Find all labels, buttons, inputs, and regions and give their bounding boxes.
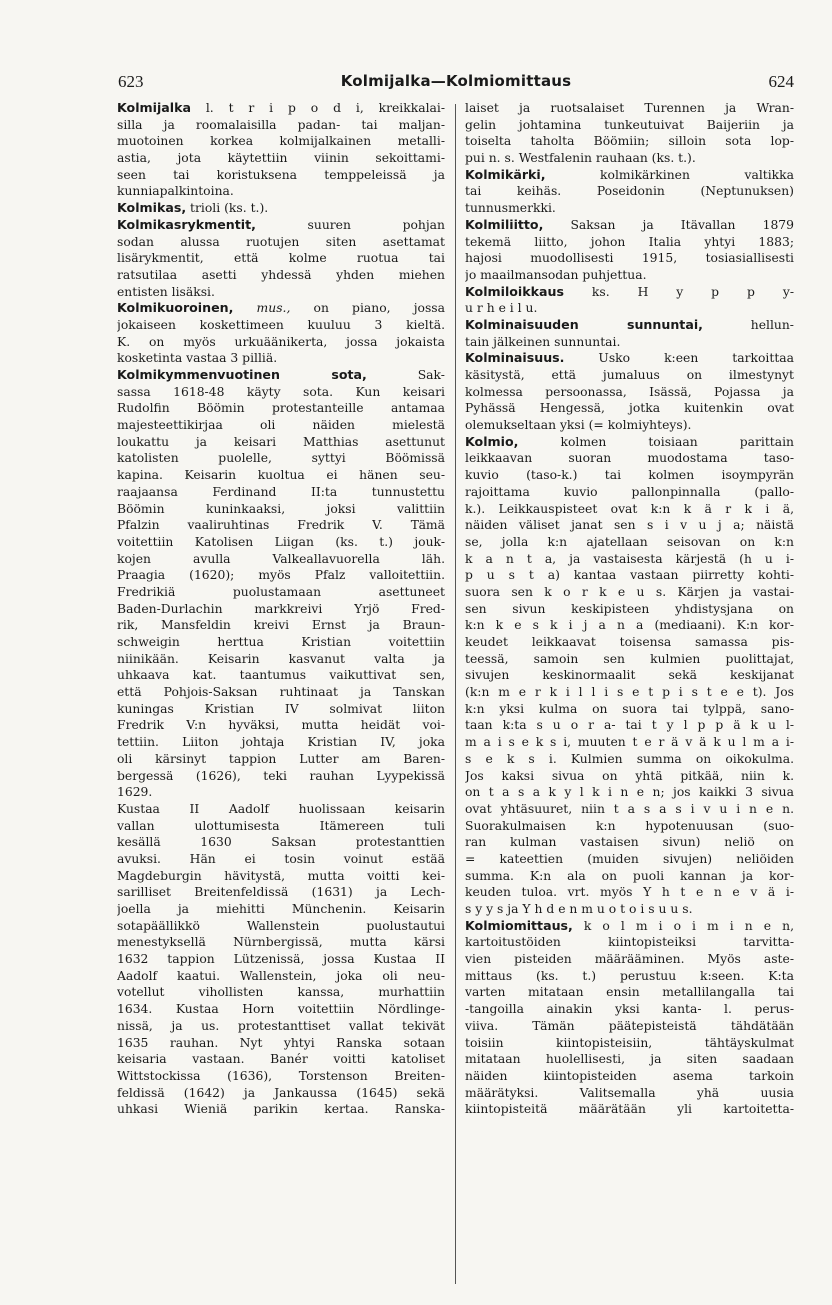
text-line — [117, 434, 445, 451]
text-line — [465, 434, 794, 451]
entry-text: kolmikärkinen valtikka — [545, 167, 794, 182]
text-line — [465, 918, 794, 935]
text-line — [117, 200, 445, 217]
text-line — [465, 1051, 794, 1068]
text-line — [465, 818, 794, 835]
text-line — [117, 818, 445, 835]
text-line — [465, 801, 794, 818]
text-line — [117, 217, 445, 234]
page-number-left: 623 — [118, 72, 144, 91]
entry-text: (k:n m e r k i l l i s e t p i s t e e t). Jos — [465, 685, 794, 700]
entry-text: seen tai koristuksena temppeleissä ja — [117, 167, 445, 182]
text-line — [465, 350, 794, 367]
text-line — [465, 133, 794, 150]
text-line — [465, 217, 794, 234]
text-line — [465, 534, 794, 551]
text-line — [117, 484, 445, 501]
entry-text: silla ja roomalaisilla padan- tai maljan- — [117, 117, 445, 132]
entry-text: sarilliset Breitenfeldissä (1631) ja Lech- — [117, 885, 445, 900]
text-line — [465, 1085, 794, 1102]
text-line — [465, 984, 794, 1001]
entry-text: Rudolfin Böömin protestanteille antamaa — [117, 401, 445, 416]
text-line — [117, 918, 445, 935]
entry-text: 1635 rauhan. Nyt yhtyi Ranska sotaan — [117, 1035, 445, 1050]
entry-text: suuren pohjan — [255, 217, 445, 232]
entry-text: hellun- — [702, 317, 794, 332]
entry-text: loukattu ja keisari Matthias asettunut — [117, 434, 445, 449]
entry-text: kesällä 1630 Saksan protestanttien — [117, 835, 445, 850]
text-line — [465, 1035, 794, 1052]
right-text-column — [465, 100, 794, 1118]
entry-text: astia, jota käytettiin viinin sekoittami- — [117, 151, 445, 166]
text-line — [117, 1051, 445, 1068]
text-line — [465, 400, 794, 417]
entry-headword: Kolmikasrykmentit, — [117, 216, 256, 232]
entry-text: kolmessa persoonassa, Isässä, Pojassa ja — [465, 384, 794, 399]
entry-text: Magdeburgin hävitystä, mutta voitti kei- — [117, 868, 445, 883]
entry-headword: Kolminaisuuden sunnuntai, — [465, 316, 703, 332]
entry-text: sivujen keskinormaalit sekä keskijanat — [465, 668, 794, 683]
text-line — [465, 951, 794, 968]
text-line — [117, 751, 445, 768]
text-line — [465, 484, 794, 501]
text-line — [117, 551, 445, 568]
text-line — [465, 417, 794, 434]
entry-text: tettiin. Liiton johtaja Kristian IV, joka — [117, 735, 445, 750]
entry-text: näiden väliset janat sen s i v u j a; näistä — [465, 518, 794, 533]
entry-text: jo maailmansodan puhjettua. — [465, 267, 647, 282]
entry-headword: Kolminaisuus. — [465, 350, 565, 366]
entry-headword: Kolmiloikkaus — [465, 283, 564, 299]
text-line — [465, 250, 794, 267]
text-line — [117, 450, 445, 467]
text-line — [465, 651, 794, 668]
text-line — [117, 601, 445, 618]
text-line — [465, 934, 794, 951]
entry-text: mitataan huolellisesti, ja siten saadaan — [465, 1052, 794, 1067]
text-line — [117, 317, 445, 334]
entry-text: keuden tuloa. vrt. myös Y h t e n e v ä i- — [465, 885, 794, 900]
entry-text: teessä, samoin sen kulmien puolittajat, — [465, 651, 794, 666]
text-line — [117, 350, 445, 367]
text-line — [117, 417, 445, 434]
text-line — [465, 717, 794, 734]
entry-text: ovat yhtäsuuret, niin t a s a s i v u i n e n. — [465, 801, 794, 816]
entry-text: keudet leikkaavat toisensa samassa pis- — [465, 635, 794, 649]
text-line — [117, 851, 445, 868]
entry-text: gelin johtamina tunkeutuivat Baijeriin ja — [465, 117, 794, 132]
text-line — [465, 267, 794, 284]
text-line — [465, 501, 794, 518]
text-line — [117, 834, 445, 851]
text-line — [117, 334, 445, 351]
entry-text: Aadolf kaatui. Wallenstein, joka oli neu- — [117, 968, 445, 983]
text-line — [117, 934, 445, 951]
entry-text: näiden kiintopisteiden asema tarkoin — [465, 1068, 794, 1083]
entry-text: hajosi muodollisesti 1915, tosiasiallisesti — [465, 251, 794, 266]
entry-text: se, jolla k:n ajatellaan seisovan on k:n — [465, 534, 794, 549]
text-line — [465, 384, 794, 401]
entry-text: sotapäällikkö Wallenstein puolustautui — [117, 918, 445, 933]
text-line — [117, 884, 445, 901]
text-line — [117, 768, 445, 785]
text-line — [117, 801, 445, 818]
text-line — [117, 567, 445, 584]
entry-abbreviation: mus., — [233, 301, 291, 316]
entry-text: on piano, jossa — [290, 301, 445, 316]
entry-text: leikkaavan suoran muodostama taso- — [465, 451, 794, 466]
entry-text: k:n yksi kulma on suora tai tylppä, sano- — [465, 701, 794, 716]
entry-text: Fredrik V:n hyväksi, mutta heidät voi- — [117, 718, 445, 733]
entry-text: -tangoilla ainakin yksi kanta- l. perus- — [465, 1002, 794, 1017]
entry-text: sodan alussa ruotujen siten asettamat — [117, 234, 445, 249]
text-line — [465, 834, 794, 851]
text-line — [117, 1018, 445, 1035]
text-line — [465, 601, 794, 618]
entry-text: 1632 tappion Lützenissä, jossa Kustaa II — [117, 952, 445, 967]
entry-text: feldissä (1642) ja Jankaussa (1645) sekä — [117, 1085, 445, 1100]
entry-text: Kustaa II Aadolf huolissaan keisarin — [117, 801, 445, 816]
text-line — [465, 684, 794, 701]
text-line — [117, 1085, 445, 1102]
text-line — [117, 701, 445, 718]
entry-text: uhkasi Wieniä parikin kertaa. Ranska- — [117, 1102, 445, 1117]
left-text-column — [117, 100, 445, 1118]
entry-text: u r h e i l u. — [465, 301, 538, 316]
text-line — [465, 701, 794, 718]
text-line — [117, 501, 445, 518]
text-line — [465, 367, 794, 384]
entry-text: rajoittama kuvio pallonpinnalla (pallo- — [465, 484, 794, 499]
entry-text: ratsutilaa asetti yhdessä yhden miehen — [117, 267, 445, 282]
entry-text: kartoitustöiden kiintopisteiksi tarvitta- — [465, 935, 794, 950]
entry-text: Pyhässä Hengessä, jotka kuitenkin ovat — [465, 401, 794, 416]
entry-text: jokaiseen koskettimeen kuuluu 3 kieltä. — [117, 317, 445, 332]
entry-text: määrätyksi. Valitsemalla yhä uusia — [465, 1085, 794, 1100]
entry-text: Baden-Durlachin markkreivi Yrjö Fred- — [117, 601, 445, 616]
entry-text: oli kärsinyt tappion Lutter am Baren- — [117, 751, 445, 766]
text-line — [465, 183, 794, 200]
text-line — [117, 1035, 445, 1052]
text-line — [465, 200, 794, 217]
entry-text: että Pohjois-Saksan ruhtinaat ja Tanskan — [117, 685, 445, 700]
text-line — [117, 984, 445, 1001]
entry-text: K. on myös urkuäänikerta, jossa jokaista — [117, 334, 445, 349]
text-line — [117, 534, 445, 551]
text-line — [117, 651, 445, 668]
entry-text: suora sen k o r k e u s. Kärjen ja vastai- — [465, 584, 794, 599]
text-line — [465, 617, 794, 634]
text-line — [117, 367, 445, 384]
text-line — [117, 734, 445, 751]
entry-text: olemukseltaan yksi (= kolmiyhteys). — [465, 418, 692, 433]
text-line — [117, 584, 445, 601]
entry-headword: Kolmio, — [465, 433, 519, 449]
text-line — [117, 133, 445, 150]
text-line — [465, 517, 794, 534]
entry-text: Praagia (1620); myös Pfalz valloitettiin. — [117, 568, 445, 583]
entry-text: schweigin herttua Kristian voitettiin — [117, 635, 445, 649]
text-line — [117, 951, 445, 968]
entry-text: k a n t a, ja vastaisesta kärjestä (h u i- — [465, 551, 794, 566]
entry-text: taan k:ta s u o r a- tai t y l p p ä k u l- — [465, 718, 794, 733]
entry-text: 1634. Kustaa Horn voitettiin Nördlinge- — [117, 1002, 445, 1017]
entry-text: uhkaava kat. taantumus vaikuttivat sen, — [117, 668, 445, 683]
text-line — [117, 717, 445, 734]
text-line — [117, 667, 445, 684]
text-line — [117, 234, 445, 251]
entry-text: vien pisteiden määrääminen. Myös aste- — [465, 952, 794, 967]
entry-headword: Kolmiliitto, — [465, 216, 544, 232]
entry-text: trioli (ks. t.). — [186, 201, 269, 216]
text-line — [465, 901, 794, 918]
column-divider — [455, 104, 456, 1284]
entry-text: mittaus (ks. t.) perustuu k:seen. K:ta — [465, 968, 794, 983]
text-line — [465, 634, 794, 651]
entry-headword: Kolmikuoroinen, — [117, 300, 234, 316]
text-line — [117, 1101, 445, 1118]
text-line — [465, 584, 794, 601]
entry-text: muotoinen korkea kolmijalkainen metalli- — [117, 134, 445, 149]
text-line — [465, 868, 794, 885]
entry-text: k.). Leikkauspisteet ovat k:n k ä r k i ä, — [465, 501, 794, 516]
entry-text: entisten lisäksi. — [117, 284, 215, 299]
text-line — [465, 968, 794, 985]
entry-text: Pfalzin vaaliruhtinas Fredrik V. Tämä — [117, 518, 445, 533]
text-line — [465, 334, 794, 351]
entry-text: p u s t a) kantaa vastaan piirretty kohti- — [465, 568, 794, 583]
entry-headword: Kolmiomittaus, — [465, 917, 573, 933]
entry-text: rik, Mansfeldin kreivi Ernst ja Braun- — [117, 618, 445, 633]
text-line — [117, 183, 445, 200]
entry-text: tekemä liitto, johon Italia yhtyi 1883; — [465, 234, 794, 249]
text-line — [117, 400, 445, 417]
entry-text: kapina. Keisarin kuoltua ei hänen seu- — [117, 468, 445, 483]
entry-text: menestyksellä Nürnbergissä, mutta kärsi — [117, 935, 445, 950]
entry-text: kolmen toisiaan parittain — [518, 434, 794, 449]
entry-text: kuningas Kristian IV solmivat liiton — [117, 701, 445, 716]
running-title: Kolmijalka—Kolmiomittaus — [340, 72, 572, 90]
entry-text: toiselta taholta Böömiin; silloin sota lop- — [465, 134, 794, 149]
text-line — [117, 467, 445, 484]
text-line — [117, 150, 445, 167]
entry-text: niinikään. Keisarin kasvanut valta ja — [117, 651, 445, 666]
entry-text: summa. K:n ala on puoli kannan ja kor- — [465, 868, 794, 883]
entry-text: toisiin kiintopisteisiin, tähtäyskulmat — [465, 1035, 794, 1050]
entry-text: sen sivun keskipisteen yhdistysjana on — [465, 601, 794, 616]
entry-text: on t a s a k y l k i n e n; jos kaikki 3 sivua — [465, 785, 794, 800]
entry-text: bergessä (1626), teki rauhan Lyypekissä — [117, 768, 445, 783]
text-line — [465, 234, 794, 251]
entry-text: Usko k:een tarkoittaa — [564, 351, 794, 366]
entry-headword: Kolmikymmenvuotinen sota, — [117, 367, 367, 382]
text-line — [465, 667, 794, 684]
entry-text: joella ja miehitti Münchenin. Keisarin — [117, 902, 445, 916]
text-line — [465, 284, 794, 301]
entry-text: tain jälkeinen sunnuntai. — [465, 334, 621, 349]
text-line — [465, 167, 794, 184]
text-line — [465, 300, 794, 317]
entry-text: pui n. s. Westfalenin rauhaan (ks. t.). — [465, 151, 696, 166]
entry-headword: Kolmijalka — [117, 100, 191, 115]
entry-text: käsitystä, että jumaluus on ilmestynyt — [465, 368, 794, 382]
page-header — [118, 72, 794, 98]
text-line — [117, 267, 445, 284]
text-line — [465, 1101, 794, 1118]
text-line — [117, 517, 445, 534]
entry-text: varten mitataan ensin metallilangalla tai — [465, 985, 794, 1000]
text-line — [117, 634, 445, 651]
entry-text: kunniapalkintoina. — [117, 184, 234, 199]
text-line — [465, 1001, 794, 1018]
text-line — [465, 1018, 794, 1035]
entry-text: kuvio (taso-k.) tai kolmen isoympyrän — [465, 468, 794, 483]
entry-text: raajaansa Ferdinand II:ta tunnustettu — [117, 484, 445, 499]
entry-text: viiva. Tämän päätepisteistä tähdätään — [465, 1018, 794, 1033]
text-line — [117, 617, 445, 634]
entry-text: laiset ja ruotsalaiset Turennen ja Wran- — [465, 101, 794, 115]
text-line — [117, 167, 445, 184]
entry-text: voitettiin Katolisen Liigan (ks. t.) jouk- — [117, 534, 445, 549]
entry-text: ran kulman vastaisen sivun) neliö on — [465, 835, 794, 850]
text-line — [117, 300, 445, 317]
entry-text: l. t r i p o d i, kreikkalai- — [190, 101, 445, 115]
entry-text: kiintopisteitä määrätään yli kartoitetta- — [465, 1102, 794, 1117]
entry-text: kojen avulla Valkeallavuorella läh. — [117, 551, 445, 566]
entry-text: Jos kaksi sivua on yhtä pitkää, niin k. — [465, 768, 794, 783]
entry-text: k o l m i o i m i n e n, — [572, 918, 794, 933]
entry-text: kosketinta vastaa 3 pilliä. — [117, 351, 278, 366]
text-line — [465, 1068, 794, 1085]
text-line — [117, 868, 445, 885]
entry-text: sassa 1618-48 käyty sota. Kun keisari — [117, 384, 445, 399]
entry-text: ks. H y p p y- — [563, 284, 794, 299]
entry-text: Böömin kuninkaaksi, joksi valittiin — [117, 501, 445, 516]
text-line — [117, 784, 445, 801]
text-line — [465, 467, 794, 484]
text-line — [465, 150, 794, 167]
entry-text: tai keihäs. Poseidonin (Neptunuksen) — [465, 184, 794, 199]
entry-text: Fredrikiä puolustamaan asettuneet — [117, 584, 445, 599]
text-line — [465, 768, 794, 785]
text-line — [465, 784, 794, 801]
entry-text: nissä, ja us. protestanttiset vallat tekivät — [117, 1018, 445, 1033]
text-line — [117, 117, 445, 134]
text-line — [465, 751, 794, 768]
page-number-right: 624 — [768, 72, 794, 91]
entry-text: Wittstockissa (1636), Torstenson Breiten- — [117, 1068, 445, 1083]
entry-text: Saksan ja Itävallan 1879 — [543, 217, 794, 232]
entry-text: majesteettikirjaa oli näiden mielestä — [117, 418, 445, 433]
text-line — [465, 884, 794, 901]
text-line — [117, 384, 445, 401]
entry-text: votellut vihollisten kanssa, murhattiin — [117, 985, 445, 1000]
text-line — [465, 567, 794, 584]
text-line — [117, 1001, 445, 1018]
text-line — [117, 901, 445, 918]
entry-text: k:n k e s k i j a n a (mediaani). K:n kor- — [465, 618, 794, 633]
text-line — [465, 117, 794, 134]
entry-text: lisärykmentit, että kolme ruotua tai — [117, 251, 445, 266]
text-line — [465, 317, 794, 334]
entry-text: avuksi. Hän ei tosin voinut estää — [117, 851, 445, 866]
entry-text: katolisten puolelle, syttyi Böömissä — [117, 451, 445, 466]
entry-text: tunnusmerkki. — [465, 201, 556, 216]
entry-text: s y y s ja Y h d e n m u o t o i s u u s. — [465, 902, 693, 916]
text-line — [465, 851, 794, 868]
text-line — [117, 100, 445, 117]
entry-text: = kateettien (muiden sivujen) neliöiden — [465, 851, 794, 866]
text-line — [117, 284, 445, 301]
entry-text: 1629. — [117, 785, 153, 800]
text-line — [117, 1068, 445, 1085]
text-line — [465, 551, 794, 568]
text-line — [465, 100, 794, 117]
entry-text: vallan ulottumisesta Itämereen tuli — [117, 818, 445, 833]
entry-text: Sak- — [366, 368, 445, 382]
text-line — [117, 968, 445, 985]
text-line — [465, 734, 794, 751]
entry-text: Suorakulmaisen k:n hypotenuusan (suo- — [465, 818, 794, 833]
entry-text: m a i s e k s i, muuten t e r ä v ä k u l m a i- — [465, 735, 794, 750]
entry-headword: Kolmikas, — [117, 200, 187, 216]
entry-text: s e k s i. Kulmien summa on oikokulma. — [465, 751, 794, 766]
text-line — [117, 250, 445, 267]
entry-text: keisaria vastaan. Banér voitti katoliset — [117, 1052, 445, 1067]
text-line — [465, 450, 794, 467]
text-line — [117, 684, 445, 701]
entry-headword: Kolmikärki, — [465, 166, 546, 182]
